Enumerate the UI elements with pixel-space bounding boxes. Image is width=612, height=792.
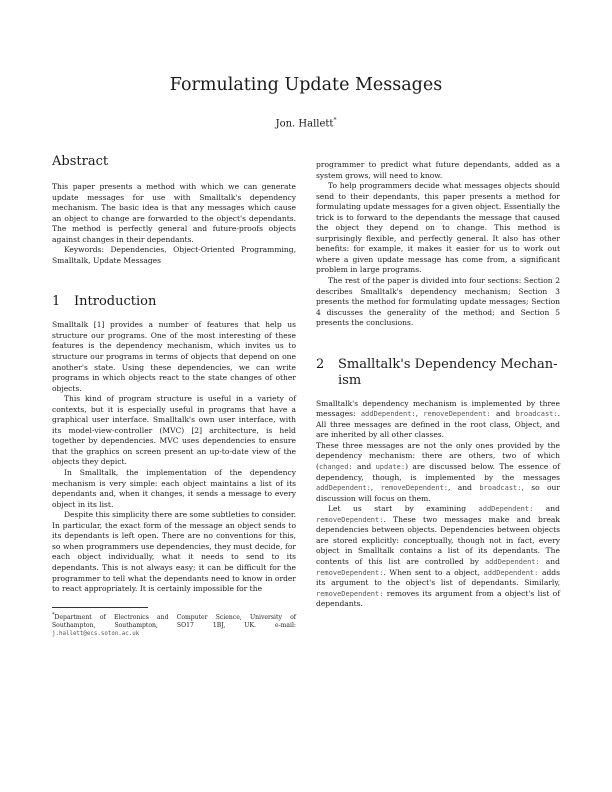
text-span: , so our discussion will focus on them.	[316, 483, 560, 503]
intro-paragraph-4: Despite this simplicity there are some subtleties to consider. In particular, the exact form of the message an object sends to its dependants is left open. There are no conventions for this, so when programmers use dependencies, they must decide, for each object individually, what it needs to send to its dependants. This is not always easy; it can be difficult for the programmer to tell what the dependants need to know in order to react appropriately. It is certainly impossible for the	[52, 510, 296, 594]
code-broadcast: broadcast:	[515, 410, 558, 419]
intro-heading	[52, 294, 296, 310]
code-broadcast: broadcast:	[479, 484, 522, 493]
code-update: update:	[375, 463, 406, 472]
section-title: Introduction	[74, 294, 157, 310]
code-addDependent: addDependent:	[360, 410, 416, 419]
abstract-body: This paper presents a method with which we can generate update messages for use with Smalltalk's dependency mechanism. The basic idea is that any messages which cause an object to change are forwarded to the object's dependants. The method is perfectly general and future-proofs objects against changes in their dependants.	[52, 182, 296, 244]
intro-paragraph-4-continued: programmer to predict what future dependants, added as a system grows, will need to know.	[316, 160, 560, 180]
text-span: . All three messages are defined in the root class, Object, and are inherited by all other classes.	[316, 409, 560, 440]
footnote-mark: *	[52, 611, 55, 618]
footnote	[52, 611, 296, 638]
text-span: adds its argument to the object's list of dependants. Similarly,	[316, 567, 560, 588]
text-span: removes its argument from a object's list of dependants.	[316, 588, 560, 609]
footnote-text: Department of Electronics and Computer Science, University of Southampton, Southampton, SO17 1BJ, UK. e-mail:	[52, 613, 296, 629]
code-removeDependent: removeDependent:	[423, 410, 491, 419]
code-removeDependent: removeDependent:	[380, 484, 448, 493]
text-span: . These two messages make and break dependencies between objects. Dependencies between objects are stored explicitly: conceptually, though not in fact, every object in Smalltalk contains a list of its dependants. The contents of this list are controlled by	[316, 514, 560, 566]
code-addDependent: addDependent:	[483, 568, 539, 577]
dependency-paragraph-1	[316, 399, 560, 441]
text-span: and	[495, 409, 511, 419]
footnote-rule	[52, 607, 148, 608]
intro-paragraph-3: In Smalltalk, the implementation of the dependency mechanism is very simple: each object maintains a list of its dependants and, when it changes, it sends a message to every object in its list.	[52, 468, 296, 509]
text-span: and	[545, 556, 560, 566]
text-span: and	[545, 504, 560, 514]
text-span: These three messages are not the only ones provided by the dependency mechanism: there are others, two of which (	[316, 440, 560, 472]
text-span: . When sent to a object,	[383, 567, 480, 577]
dependency-paragraph-2	[316, 441, 560, 504]
author-line	[0, 117, 612, 129]
left-column	[52, 150, 296, 638]
abstract-heading: Abstract	[52, 154, 109, 169]
author-footnote-mark: *	[333, 117, 337, 124]
footnote-email: j.hallett@ecs.soton.ac.uk	[52, 630, 140, 637]
section-number: 2	[316, 356, 325, 372]
code-removeDependent: removeDependent:	[316, 589, 384, 598]
text-span: , and	[448, 483, 472, 493]
intro-paragraph-2: This kind of program structure is useful in a variety of contexts, but it is especially useful in programs that have a graphical user interface. Smalltalk's own user interface, with its model-view-controller (MVC) [2] architecture, is held together by dependencies. MVC uses dependencies to ensure that the graphics on screen present an up-to-date view of the objects they depict.	[52, 394, 296, 467]
intro-paragraph-6: The rest of the paper is divided into four sections: Section 2 describes Smalltalk's dependency mechanism; Section 3 presents the method for formulating update messages; Section 4 discusses the generality of the method; and Section 5 presents the conclusions.	[316, 276, 560, 328]
section-number: 1	[52, 294, 61, 310]
section-title-line-1: Smalltalk's Dependency Mechan-	[338, 356, 558, 372]
code-removeDependent: removeDependent:	[316, 568, 384, 577]
text-span: ,	[370, 483, 374, 493]
author-name: Jon. Hallett	[275, 118, 334, 130]
text-span: ,	[415, 409, 419, 419]
intro-paragraph-1: Smalltalk [1] provides a number of features that help us structure our programs. One of the most interesting of these features is the dependency mechanism, which invites us to structure our programs in terms of objects that depend on one another's state. Using these dependencies, we can write programs in which objects react to the state changes of other objects.	[52, 320, 296, 393]
code-addDependent: addDependent:	[484, 557, 540, 566]
paper-title: Formulating Update Messages	[169, 75, 443, 95]
text-span: ) are discussed below. The essence of dependency, though, is implemented by the messages	[316, 462, 560, 482]
text-span: and	[357, 462, 372, 472]
dependency-heading	[316, 357, 560, 389]
code-addDependent: addDependent:	[316, 484, 371, 493]
text-span: Smalltalk's dependency mechanism is implemented by three messages:	[316, 398, 560, 419]
code-addDependent: addDependent:	[478, 505, 534, 514]
section-title-line-2: ism	[338, 372, 362, 388]
intro-paragraph-5: To help programmers decide what messages objects should send to their dependants, this paper presents a method for formulating update messages for a given object. Essentially the trick is to forward to the dependants the message that caused the object they depend on to change. This method is surprisingly flexible, and perfectly general. It also has other benefits: for example, it makes it easier for us to work out where a given update message has come from, a significant problem in large programs.	[316, 181, 560, 275]
code-changed: changed:	[318, 463, 353, 472]
text-span: Let us start by examining	[328, 504, 467, 514]
code-removeDependent: removeDependent:	[316, 515, 384, 524]
dependency-paragraph-3	[316, 504, 560, 609]
right-column	[316, 160, 560, 610]
keywords: Keywords: Dependencies, Object-Oriented Programming, Smalltalk, Update Messages	[52, 245, 296, 265]
